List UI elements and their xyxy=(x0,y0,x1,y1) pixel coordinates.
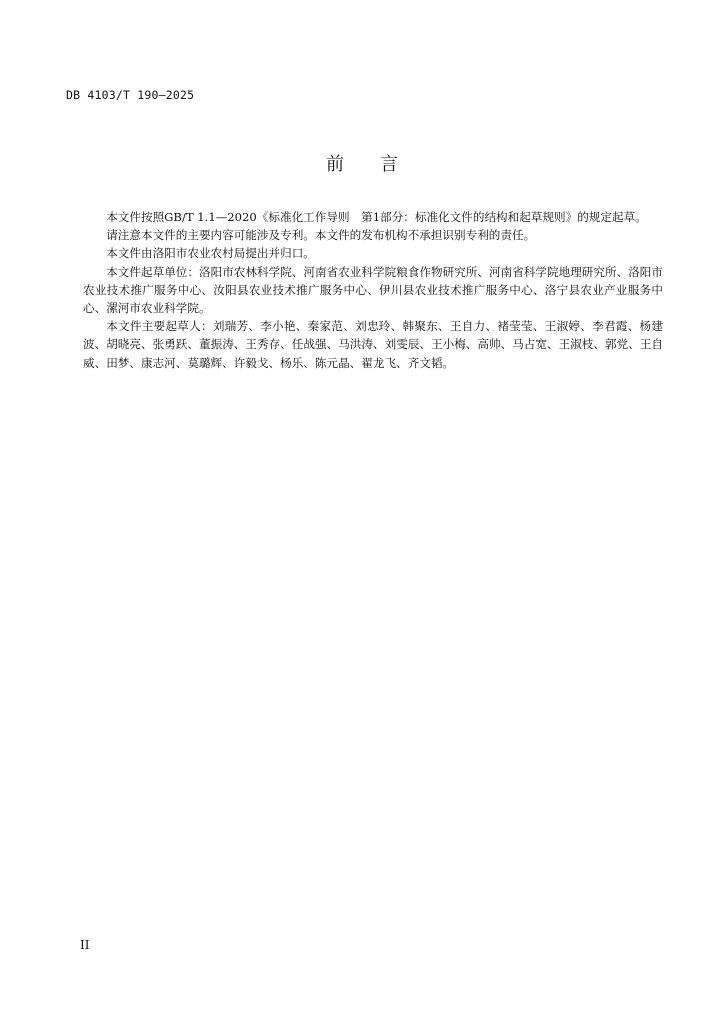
title-char-1: 前 xyxy=(326,154,344,175)
paragraph-drafting-units: 本文件起草单位：洛阳市农林科学院、河南省农业科学院粮食作物研究所、河南省科学院地理研究所、洛阳市农业技术推广服务中心、汝阳县农业技术推广服务中心、伊川县农业技术推广服务中心、洛宁县农业产业服务中心、漯河市农业科学院。 xyxy=(83,264,663,316)
standard-number: DB 4103/T 190—2025 xyxy=(66,88,195,102)
paragraph-drafting-rules: 本文件按照GB/T 1.1—2020《标准化工作导则 第1部分：标准化文件的结构和起草规则》的规定起草。 xyxy=(106,210,647,224)
page-title xyxy=(0,150,724,176)
paragraph-proposer: 本文件由洛阳市农业农村局提出并归口。 xyxy=(106,246,315,261)
paragraph-drafters: 本文件主要起草人：刘瑞芳、李小艳、秦家范、刘忠玲、韩聚东、王自力、褚莹莹、王淑婷、李君霞、杨建波、胡晓亮、张勇跃、董振涛、王秀存、任战强、马洪涛、刘雯辰、王小梅、高帅、马占宽、王淑枝、郭党、王自威、田梦、康志河、莫璐辉、许毅戈、杨乐、陈元晶、翟龙飞、齐文韬。 xyxy=(83,319,663,370)
title-char-2: 言 xyxy=(380,154,398,175)
foreword-body xyxy=(83,208,663,372)
page-number: II xyxy=(80,938,90,952)
paragraph-patent-notice: 请注意本文件的主要内容可能涉及专利。本文件的发布机构不承担识别专利的责任。 xyxy=(106,228,536,243)
